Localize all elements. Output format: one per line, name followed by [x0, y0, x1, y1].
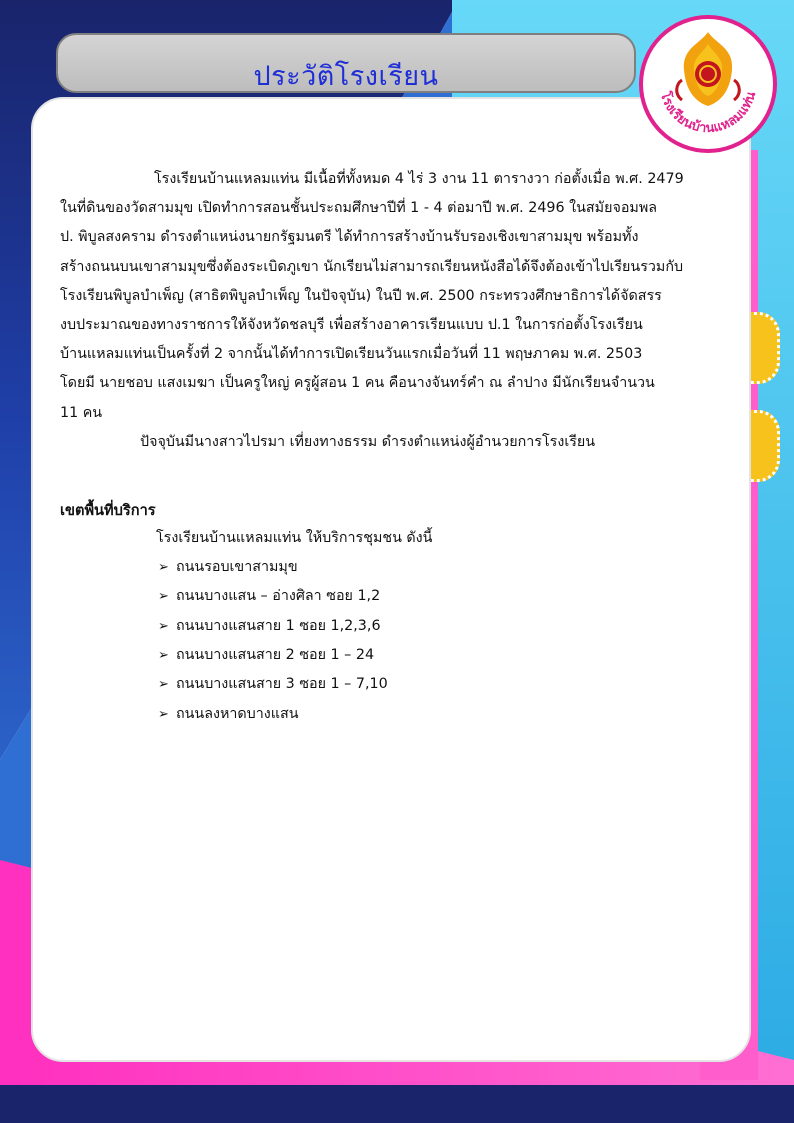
service-intro: โรงเรียนบ้านแหลมแท่น ให้บริการชุมชน ดังนี้ [156, 530, 433, 547]
road-name: ถนนลงหาดบางแสน [176, 705, 299, 722]
history-line: 11 คน [60, 404, 103, 421]
history-line: โดยมี นายชอบ แสงเมฆา เป็นครูใหญ่ ครูผู้สอน 1 คน คือนางจันทร์คำ ณ ลำปาง มีนักเรียนจำนวน [60, 375, 655, 392]
current-director: ปัจจุบันมีนางสาวไปรมา เที่ยงทางธรรม ดำรงตำแหน่งผู้อำนวยการโรงเรียน [140, 433, 596, 450]
history-line: โรงเรียนบ้านแหลมแท่น มีเนื้อที่ทั้งหมด 4 ไร่ 3 งาน 11 ตารางวา ก่อตั้งเมื่อ พ.ศ. 2479 [154, 171, 684, 187]
history-line: บ้านแหลมแท่นเป็นครั้งที่ 2 จากนั้นได้ทำการเปิดเรียนวันแรกเมื่อวันที่ 11 พฤษภาคม พ.ศ. 2503 [60, 346, 643, 363]
list-item [158, 582, 700, 611]
arrow-bullet-icon: ➢ [158, 706, 169, 722]
service-area-heading: เขตพื้นที่บริการ [60, 502, 156, 520]
emblem-center [695, 61, 721, 87]
history-line: งบประมาณของทางราชการให้จังหวัดชลบุรี เพื่อสร้างอาคารเรียนแบบ ป.1 ในการก่อตั้งโรงเรียน [60, 317, 643, 334]
history-line: ในที่ดินของวัดสามมุข เปิดทำการสอนชั้นประถมศึกษาปีที่ 1 - 4 ต่อมาปี พ.ศ. 2496 ในสมัยจอมพล [60, 200, 658, 217]
road-name: ถนนบางแสนสาย 1 ซอย 1,2,3,6 [176, 617, 381, 634]
road-name: ถนนบางแสนสาย 2 ซอย 1 – 24 [176, 646, 375, 663]
list-item [158, 553, 700, 582]
road-name: ถนนบางแสน – อ่างศิลา ซอย 1,2 [176, 588, 381, 605]
document-body [60, 165, 700, 729]
list-item [158, 612, 700, 641]
road-name: ถนนรอบเขาสามมุข [176, 559, 298, 576]
arrow-bullet-icon: ➢ [158, 560, 169, 576]
list-item [158, 641, 700, 670]
arrow-bullet-icon: ➢ [158, 589, 169, 605]
list-item [158, 670, 700, 699]
arrow-bullet-icon: ➢ [158, 647, 169, 663]
history-paragraph [60, 165, 700, 428]
school-emblem-icon [638, 14, 778, 154]
arrow-bullet-icon: ➢ [158, 618, 169, 634]
history-line: สร้างถนนบนเขาสามมุขซึ่งต้องระเบิดภูเขา นักเรียนไม่สามารถเรียนหนังสือได้จึงต้องเข้าไปเรียนรวมกับ [60, 258, 684, 275]
road-name: ถนนบางแสนสาย 3 ซอย 1 – 7,10 [176, 676, 388, 693]
emblem-school-name: โรงเรียนบ้านแหลมแท่น [657, 89, 759, 136]
history-line: โรงเรียนพิบูลบำเพ็ญ (สาธิตพิบูลบำเพ็ญ ในปัจจุบัน) ในปี พ.ศ. 2500 กระทรวงศึกษาธิการได้จัดสรร [60, 287, 662, 304]
service-road-list [60, 553, 700, 729]
list-item [158, 700, 700, 729]
bg-bottom-navy [0, 1085, 794, 1123]
arrow-bullet-icon: ➢ [158, 677, 169, 693]
history-line: ป. พิบูลสงคราม ดำรงตำแหน่งนายกรัฐมนตรี ได้ทำการสร้างบ้านรับรองเชิงเขาสามมุข พร้อมทั้ง [60, 229, 639, 246]
page-title: ประวัติโรงเรียน [253, 61, 439, 92]
